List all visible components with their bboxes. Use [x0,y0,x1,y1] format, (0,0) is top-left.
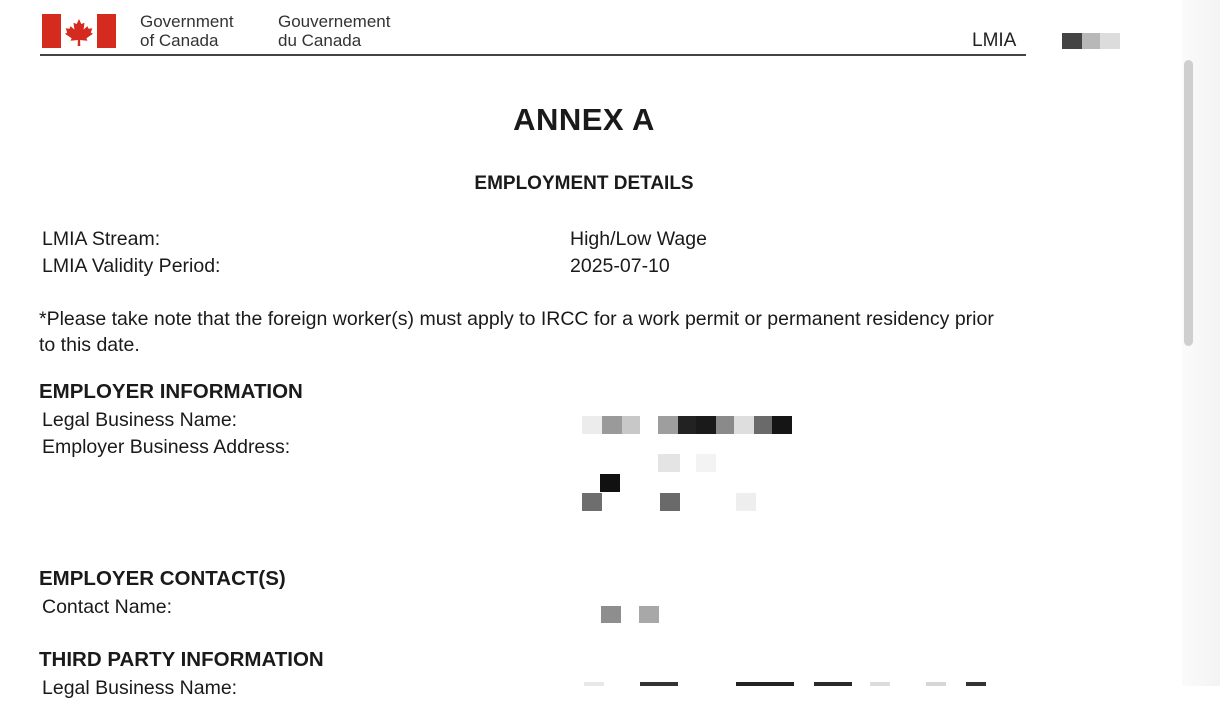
scrollbar-thumb[interactable] [1184,60,1193,346]
lmia-number-redacted [1062,33,1120,49]
annex-title: ANNEX A [513,102,655,137]
address-line1-redacted [658,454,716,472]
canada-flag-icon [42,12,116,50]
legal-business-name-redacted [582,416,792,434]
gov-en-line2: of Canada [140,31,219,50]
employer-business-address-label: Employer Business Address: [42,436,291,458]
validity-period-value: 2025-07-10 [570,255,670,277]
gov-fr-line1: Gouvernement [278,12,391,31]
contact-name-redacted [601,606,659,623]
validity-period-label: LMIA Validity Period: [42,255,221,277]
lmia-reference-label: LMIA [972,30,1017,51]
gov-fr-line2: du Canada [278,31,362,50]
employer-contacts-heading: EMPLOYER CONTACT(S) [39,567,286,590]
lmia-stream-label: LMIA Stream: [42,228,161,250]
employer-information-heading: EMPLOYER INFORMATION [39,380,303,403]
lmia-stream-value: High/Low Wage [570,228,707,250]
address-line3-redacted [582,493,756,511]
note-line-2: to this date. [39,334,140,356]
contact-name-label: Contact Name: [42,596,173,618]
employment-details-heading: EMPLOYMENT DETAILS [474,173,694,194]
gov-en-line1: Government [140,12,234,31]
header-divider [40,54,1026,56]
legal-business-name-label: Legal Business Name: [42,409,238,431]
note-line-1: *Please take note that the foreign worker(s) must apply to IRCC for a work permit or permanent residency prior [39,308,994,330]
third-party-information-heading: THIRD PARTY INFORMATION [39,648,324,671]
address-line2-redacted [600,474,620,492]
third-party-legal-name-label: Legal Business Name: [42,677,238,699]
third-party-legal-name-redacted [584,682,986,686]
irccs-note [39,306,1149,358]
government-of-canada-wordmark-fr [278,12,390,50]
government-of-canada-wordmark-en [140,12,234,50]
